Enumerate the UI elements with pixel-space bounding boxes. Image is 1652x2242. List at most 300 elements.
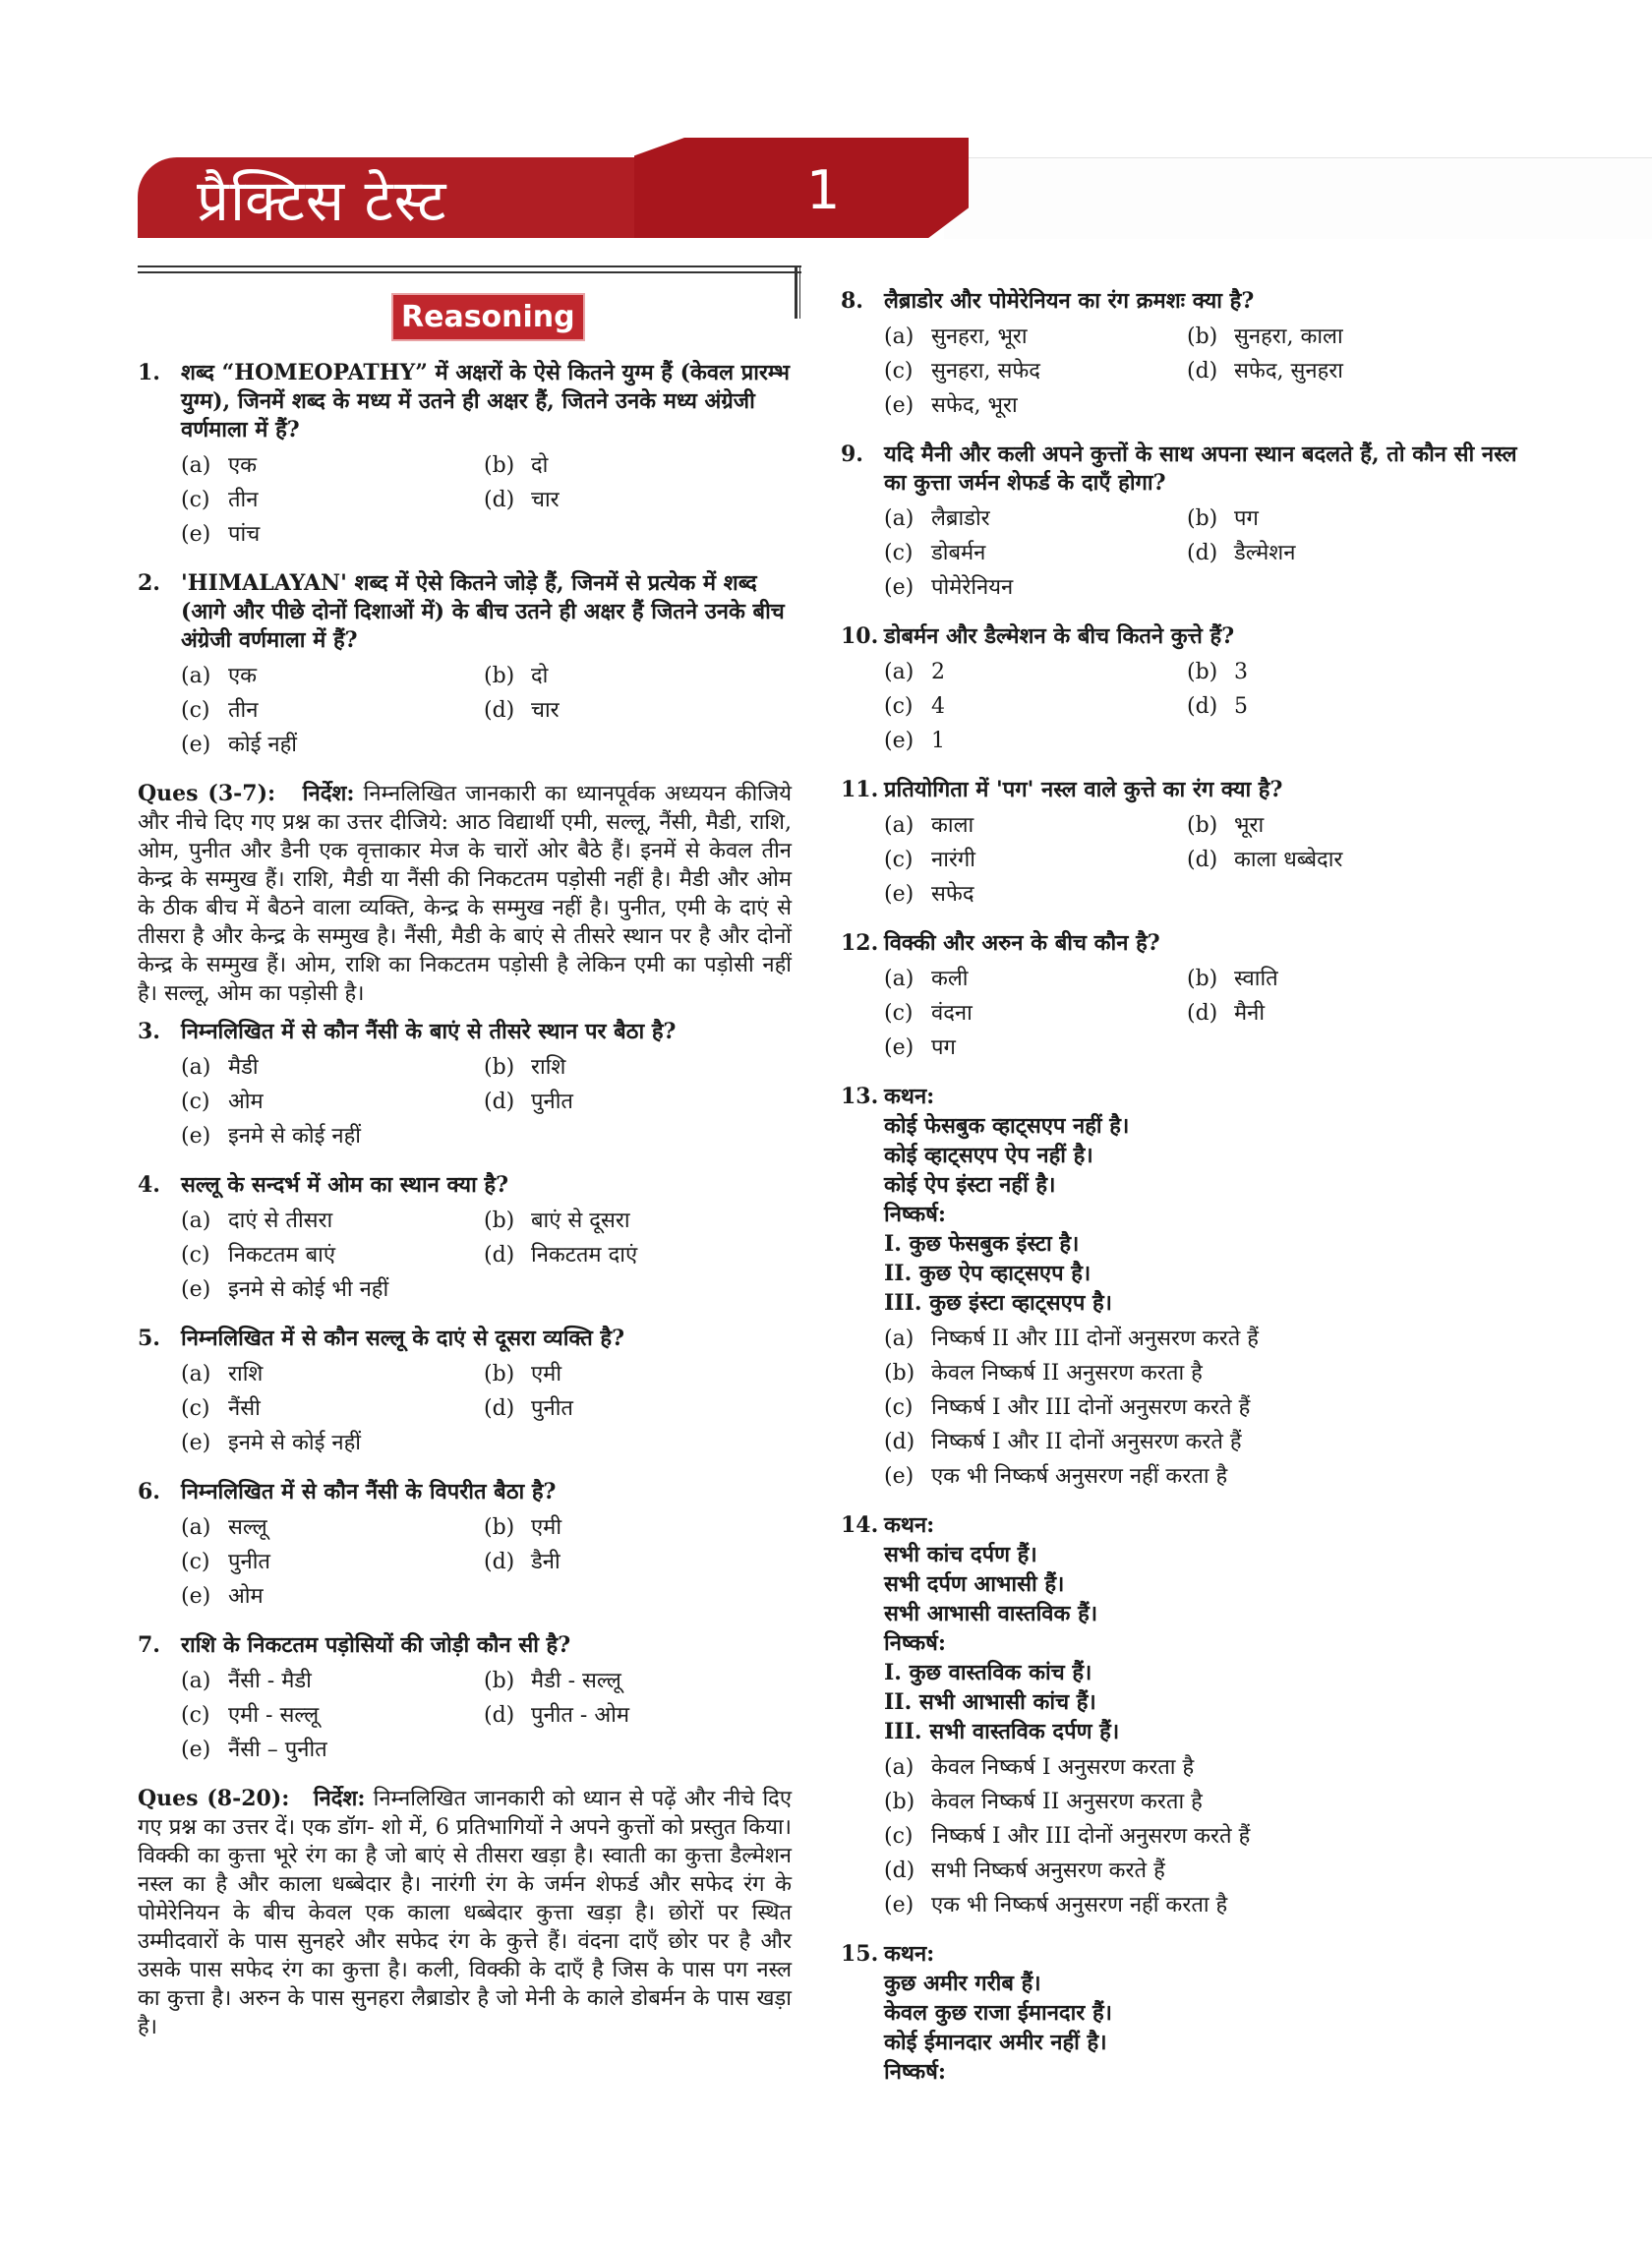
- option-text: बाएं से दूसरा: [531, 1209, 630, 1233]
- question: [138, 1018, 792, 1153]
- statement-heading: कथन:: [884, 1084, 935, 1109]
- option-letter: (d): [484, 1243, 515, 1268]
- option: [1187, 354, 1519, 388]
- option-text: वंदना: [931, 1001, 973, 1026]
- option-letter: (b): [484, 664, 515, 688]
- syllogism-question: [841, 1511, 1519, 1922]
- question-text: शब्द “HOMEOPATHY” में अक्षरों के ऐसे कितने युग्म हैं (केवल प्रारम्भ युग्म), जिनमें शब्द के मध्य में उतने ही अक्षर हैं, जितने उनके मध्य अंग्रेजी वर्णमाला में हैं?: [181, 360, 791, 442]
- question: [138, 1631, 792, 1767]
- option: [181, 1510, 484, 1545]
- option-letter: (c): [181, 1550, 210, 1574]
- conclusion-heading: निष्कर्ष:: [884, 1630, 946, 1656]
- question-stem: [138, 1478, 792, 1506]
- option-letter: (a): [884, 967, 914, 991]
- option: [181, 1545, 484, 1579]
- option-text: डैल्मेशन: [1234, 541, 1296, 565]
- options-list: [841, 655, 1519, 758]
- option-text: कली: [931, 967, 969, 991]
- option-letter: (c): [181, 1703, 210, 1728]
- question-text: प्रतियोगिता में 'पग' नस्ल वाले कुत्ते का रंग क्या है?: [884, 777, 1283, 802]
- directions-text: निम्नलिखित जानकारी का ध्यानपूर्वक अध्ययन कीजिये और नीचे दिए गए प्रश्न का उत्तर दीजिये: आठ विद्यार्थी एमी, सल्लू, नैंसी, मैडी, राशि, ओम, पुनीत और डैनी एक वृत्ताकार मेज के चारों ओर बैठे हैं। इनमें से केवल तीन केन्द्र के सम्मुख हैं। राशि, मैडी या नैंसी की निकटतम पड़ोसी नहीं है। मैडी और ओम के ठीक बीच में बैठने वाला व्यक्ति, केन्द्र के सम्मुख नहीं है। पुनीत, एमी के दाएं से तीसरा है और केन्द्र के सम्मुख है। नैंसी, मैडी के बाएं से तीसरे स्थान पर है और दोनों केन्द्र के सम्मुख हैं। ओम, राशि का निकटतम पड़ोसी है लेकिन एमी का पड़ोसी नहीं है। सल्लू, ओम का पड़ोसी है।: [138, 782, 793, 1006]
- conclusion-heading: निष्कर्ष:: [884, 1202, 946, 1227]
- question: [138, 1171, 792, 1307]
- question-stem: [841, 776, 1519, 804]
- option: [484, 1510, 792, 1545]
- option-letter: (c): [884, 359, 914, 384]
- statement: कोई फेसबुक व्हाट्सएप नहीं है।: [884, 1113, 1130, 1139]
- option-letter: (c): [181, 1090, 210, 1114]
- option-text: सफेद, भूरा: [931, 393, 1018, 418]
- option-letter: (b): [1187, 506, 1218, 531]
- directions-label: Ques (8-20):: [138, 1786, 290, 1811]
- option-text: निकटतम बाएं: [228, 1243, 336, 1268]
- option-text: 2: [931, 660, 945, 684]
- statement: कुछ अमीर गरीब हैं।: [884, 1971, 1041, 1996]
- option: [884, 502, 1187, 536]
- header-banner: [138, 138, 1524, 238]
- option-text: निष्कर्ष I और III दोनों अनुसरण करते हैं: [931, 1395, 1251, 1420]
- option-text: एक: [228, 664, 258, 688]
- question-text: 'HIMALAYAN' शब्द में ऐसे कितने जोड़े हैं, जिनमें से प्रत्येक में शब्द (आगे और पीछे दोनों दिशाओं में) के बीच उतने ही अक्षर हैं जितने उनके बीच अंग्रेजी वर्णमाला में हैं?: [181, 570, 785, 653]
- option-text: दो: [531, 453, 549, 478]
- option: [884, 1459, 1519, 1494]
- option-text: 1: [931, 729, 945, 753]
- option: [484, 1357, 792, 1391]
- option: [484, 483, 792, 517]
- option-letter: (e): [181, 1431, 211, 1455]
- option: [484, 1238, 792, 1272]
- option-letter: (b): [884, 1361, 915, 1386]
- option: [181, 728, 484, 762]
- question-number: 10.: [841, 623, 879, 649]
- option-text: पग: [931, 1035, 956, 1060]
- option-text: डैनी: [531, 1550, 560, 1574]
- question-number: 12.: [841, 930, 879, 956]
- option-letter: (d): [484, 488, 515, 512]
- option-text: पोमेरेनियन: [931, 575, 1014, 600]
- option: [1187, 996, 1519, 1031]
- question: [841, 441, 1519, 605]
- option: [884, 843, 1187, 877]
- option-letter: (e): [884, 882, 914, 907]
- option-text: इनमे से कोई नहीं: [228, 1431, 362, 1455]
- option-letter: (d): [1187, 848, 1218, 872]
- question: [138, 1325, 792, 1460]
- banner-number-bg: [634, 138, 969, 238]
- divider: [799, 267, 800, 319]
- question-text: राशि के निकटतम पड़ोसियों की जोड़ी कौन सी है?: [181, 1632, 571, 1658]
- option: [884, 1356, 1519, 1390]
- option-letter: (e): [181, 1277, 211, 1302]
- option-letter: (b): [484, 1362, 515, 1386]
- option-letter: (c): [181, 1396, 210, 1421]
- option-text: एमी: [531, 1362, 562, 1386]
- options-list: [841, 320, 1519, 423]
- option: [484, 1545, 792, 1579]
- question-text: सल्लू के सन्दर्भ में ओम का स्थान क्या है?: [181, 1172, 508, 1198]
- question-stem: [138, 569, 792, 655]
- question-number: 5.: [138, 1326, 160, 1351]
- option-text: एक भी निष्कर्ष अनुसरण नहीं करता है: [931, 1893, 1228, 1918]
- option: [181, 1579, 484, 1614]
- option-text: कोई नहीं: [228, 733, 297, 757]
- option: [484, 1391, 792, 1426]
- option: [884, 570, 1187, 605]
- option-text: निष्कर्ष I और III दोनों अनुसरण करते हैं: [931, 1824, 1251, 1849]
- option-text: राशि: [228, 1362, 264, 1386]
- option-text: एमी: [531, 1515, 562, 1540]
- directions-text: निम्नलिखित जानकारी को ध्यान से पढ़ें और नीचे दिए गए प्रश्न का उत्तर दें। एक डॉग- शो में, 6 प्रतिभागियों ने अपने कुत्तों को प्रस्तुत किया। विक्की का कुत्ता भूरे रंग का है जो बाएं से तीसरा खड़ा है। स्वाती का कुत्ता डैल्मेशन नस्ल का है और काला धब्बेदार है। नारंगी रंग के जर्मन शेफर्ड और सफेद रंग के पोमेरेनियन के बीच केवल एक काला धब्बेदार कुत्ता खड़ा है। छोरों पर स्थित उम्मीदवारों के पास सुनहरे और सफेद रंग के कुत्ते हैं। वंदना दाएँ छोर पर है और उसके पास सफेद रंग का कुत्ता है। कली, विक्की के दाएँ है जिस के पास पग नस्ल का कुत्ता है। अरुन के पास सुनहरा लैब्राडोर है जो मेनी के काले डोबर्मन के पास खड़ा है।: [138, 1787, 792, 2039]
- option-text: इनमे से कोई नहीं: [228, 1124, 362, 1149]
- option-text: डोबर्मन: [931, 541, 986, 565]
- option-text: काला धब्बेदार: [1234, 848, 1343, 872]
- question-number: 6.: [138, 1479, 160, 1504]
- options-list: [138, 1664, 792, 1767]
- option-letter: (c): [884, 694, 914, 719]
- option-text: ओम: [228, 1584, 264, 1609]
- directions-label: Ques (3-7):: [138, 781, 276, 806]
- syllogism-question: [841, 1940, 1519, 2087]
- option-text: राशि: [531, 1055, 566, 1080]
- option-text: निष्कर्ष II और III दोनों अनुसरण करते हैं: [931, 1327, 1259, 1351]
- question-stem: [138, 1018, 792, 1046]
- question-number: 7.: [138, 1632, 160, 1658]
- divider: [795, 267, 797, 319]
- option-letter: (e): [884, 729, 914, 753]
- question-number: 14.: [841, 1512, 879, 1538]
- option-text: पुनीत: [531, 1396, 573, 1421]
- option: [181, 1391, 484, 1426]
- option-letter: (a): [181, 1362, 211, 1386]
- option-text: निष्कर्ष I और II दोनों अनुसरण करते हैं: [931, 1430, 1242, 1454]
- question: [841, 622, 1519, 758]
- option-text: 4: [931, 694, 945, 719]
- question-number: 9.: [841, 442, 863, 467]
- option-text: सफेद, सुनहरा: [1234, 359, 1343, 384]
- statement: कोई ऐप इंस्टा नहीं है।: [884, 1172, 1056, 1198]
- statement-heading: कथन:: [884, 1941, 935, 1967]
- option-letter: (b): [484, 1515, 515, 1540]
- question-text: लैब्राडोर और पोमेरेनियन का रंग क्रमशः क्या है?: [884, 288, 1255, 314]
- left-column: [138, 293, 792, 2051]
- option: [884, 724, 1187, 758]
- option: [884, 808, 1187, 843]
- option-text: ओम: [228, 1090, 264, 1114]
- question-stem: [841, 622, 1519, 651]
- option: [884, 996, 1187, 1031]
- directions-8-20: [138, 1785, 792, 2041]
- question-text: निम्नलिखित में से कौन सल्लू के दाएं से दूसरा व्यक्ति है?: [181, 1326, 624, 1351]
- option-text: पांच: [228, 522, 261, 547]
- option-letter: (b): [484, 1669, 515, 1693]
- options-list: [138, 659, 792, 762]
- option-letter: (b): [1187, 967, 1218, 991]
- option-text: केवल निष्कर्ष II अनुसरण करता है: [931, 1361, 1203, 1386]
- option-letter: (a): [181, 1055, 211, 1080]
- option-text: 5: [1234, 694, 1248, 719]
- options-list: [138, 1510, 792, 1614]
- option-letter: (d): [484, 1703, 515, 1728]
- option-letter: (b): [484, 453, 515, 478]
- option-text: सभी निष्कर्ष अनुसरण करते हैं: [931, 1858, 1165, 1883]
- option: [484, 1204, 792, 1238]
- conclusion-heading: निष्कर्ष:: [884, 2059, 946, 2085]
- section-heading: Reasoning: [391, 293, 585, 341]
- option: [884, 388, 1187, 423]
- question-text: डोबर्मन और डैल्मेशन के बीच कितने कुत्ते हैं?: [884, 623, 1235, 649]
- syllogism-question: [841, 1083, 1519, 1494]
- directions-heading: निर्देश:: [313, 1786, 366, 1811]
- question-stem: [138, 1631, 792, 1660]
- question-stem: [138, 359, 792, 444]
- question-number: 13.: [841, 1084, 879, 1109]
- option-letter: (d): [484, 1396, 515, 1421]
- option-letter: (a): [181, 453, 211, 478]
- question-stem: [138, 1171, 792, 1200]
- option-text: भूरा: [1234, 813, 1265, 838]
- option-text: सल्लू: [228, 1515, 267, 1540]
- question-number: 8.: [841, 288, 863, 314]
- banner-outline: [944, 157, 1652, 239]
- option: [1187, 843, 1519, 877]
- statement: सभी आभासी वास्तविक हैं।: [884, 1601, 1098, 1626]
- statement: कोई व्हाट्सएप ऐप नहीं है।: [884, 1143, 1093, 1168]
- option: [181, 1664, 484, 1698]
- option-text: केवल निष्कर्ष II अनुसरण करता है: [931, 1790, 1203, 1814]
- option: [884, 689, 1187, 724]
- option-text: एमी - सल्लू: [228, 1703, 320, 1728]
- option-text: तीन: [228, 488, 259, 512]
- question-stem: [841, 929, 1519, 958]
- option-text: काला: [931, 813, 974, 838]
- option-text: पुनीत: [228, 1550, 270, 1574]
- question-stem: [841, 1940, 1519, 1969]
- divider: [138, 266, 801, 267]
- option: [884, 877, 1187, 912]
- question-number: 2.: [138, 570, 160, 596]
- question: [841, 776, 1519, 912]
- option: [884, 1425, 1519, 1459]
- option-letter: (c): [884, 541, 914, 565]
- option-text: पग: [1234, 506, 1259, 531]
- option: [181, 1238, 484, 1272]
- page-title: प्रैक्टिस टेस्ट: [197, 167, 447, 234]
- option-letter: (c): [884, 1824, 914, 1849]
- conclusion: III. सभी वास्तविक दर्पण हैं।: [884, 1719, 1120, 1744]
- option-letter: (d): [484, 1090, 515, 1114]
- question: [138, 359, 792, 552]
- option-letter: (a): [181, 1515, 211, 1540]
- option-text: सुनहरा, काला: [1234, 324, 1343, 349]
- options-list: [138, 1050, 792, 1153]
- directions-3-7: [138, 780, 792, 1008]
- option: [181, 659, 484, 693]
- option-letter: (c): [884, 1001, 914, 1026]
- right-column: [841, 287, 1519, 2104]
- option-text: निकटतम दाएं: [531, 1243, 638, 1268]
- option-text: केवल निष्कर्ष I अनुसरण करता है: [931, 1755, 1195, 1780]
- option: [884, 354, 1187, 388]
- option: [181, 1733, 484, 1767]
- options-list: [841, 1750, 1519, 1922]
- option: [884, 1322, 1519, 1356]
- option-text: चार: [531, 488, 560, 512]
- option: [884, 536, 1187, 570]
- conclusion: III. कुछ इंस्टा व्हाट्सएप है।: [884, 1290, 1113, 1316]
- option: [884, 1750, 1519, 1785]
- option: [181, 483, 484, 517]
- option-text: नारंगी: [931, 848, 975, 872]
- option: [884, 1031, 1187, 1065]
- statement: सभी कांच दर्पण हैं।: [884, 1542, 1037, 1567]
- option: [181, 1085, 484, 1119]
- option: [484, 693, 792, 728]
- conclusion: II. कुछ ऐप व्हाट्सएप है।: [884, 1261, 1092, 1286]
- option-text: एक भी निष्कर्ष अनुसरण नहीं करता है: [931, 1464, 1228, 1489]
- option-letter: (e): [181, 733, 211, 757]
- test-number: 1: [806, 159, 841, 221]
- option-letter: (d): [484, 698, 515, 723]
- option: [1187, 502, 1519, 536]
- option-letter: (e): [884, 575, 914, 600]
- option-letter: (a): [181, 1209, 211, 1233]
- option: [484, 1085, 792, 1119]
- option-text: मैडी - सल्लू: [531, 1669, 621, 1693]
- question: [841, 929, 1519, 1065]
- option: [1187, 320, 1519, 354]
- conclusion: I. कुछ फेसबुक इंस्टा है।: [884, 1231, 1080, 1257]
- option-letter: (a): [181, 1669, 211, 1693]
- option-letter: (b): [484, 1209, 515, 1233]
- option-text: पुनीत: [531, 1090, 573, 1114]
- option: [1187, 655, 1519, 689]
- option: [181, 517, 484, 552]
- option: [484, 659, 792, 693]
- option-letter: (c): [181, 698, 210, 723]
- option-letter: (b): [884, 1790, 915, 1814]
- option-letter: (b): [1187, 660, 1218, 684]
- option-text: चार: [531, 698, 560, 723]
- option-letter: (d): [1187, 1001, 1218, 1026]
- statement: कोई ईमानदार अमीर नहीं है।: [884, 2030, 1107, 2055]
- question-text: विक्की और अरुन के बीच कौन है?: [884, 930, 1160, 956]
- option-letter: (c): [181, 1243, 210, 1268]
- option-letter: (d): [1187, 359, 1218, 384]
- option-text: मैडी: [228, 1055, 259, 1080]
- question-number: 3.: [138, 1019, 160, 1044]
- option-letter: (d): [1187, 694, 1218, 719]
- option: [181, 1272, 484, 1307]
- statement: सभी दर्पण आभासी हैं।: [884, 1571, 1065, 1597]
- option: [884, 655, 1187, 689]
- option-letter: (a): [884, 1755, 914, 1780]
- option-letter: (a): [884, 660, 914, 684]
- option-letter: (b): [1187, 813, 1218, 838]
- option-letter: (c): [884, 1395, 914, 1420]
- option-text: इनमे से कोई भी नहीं: [228, 1277, 389, 1302]
- option: [1187, 962, 1519, 996]
- option: [181, 693, 484, 728]
- option-text: दाएं से तीसरा: [228, 1209, 333, 1233]
- question: [841, 287, 1519, 423]
- question-number: 1.: [138, 360, 160, 385]
- question-stem: [138, 1325, 792, 1353]
- option-letter: (c): [884, 848, 914, 872]
- option-letter: (e): [884, 393, 914, 418]
- options-list: [138, 448, 792, 552]
- option: [181, 1119, 484, 1153]
- option-text: 3: [1234, 660, 1248, 684]
- option-text: नैंसी – पुनीत: [228, 1738, 327, 1762]
- conclusion: II. सभी आभासी कांच हैं।: [884, 1689, 1096, 1715]
- divider: [138, 271, 801, 273]
- option: [484, 1664, 792, 1698]
- option: [884, 1888, 1519, 1922]
- option-letter: (c): [181, 488, 210, 512]
- option-letter: (d): [484, 1550, 515, 1574]
- option: [181, 1050, 484, 1085]
- question-number: 15.: [841, 1941, 879, 1967]
- option: [181, 1204, 484, 1238]
- option-letter: (a): [884, 324, 914, 349]
- option: [884, 1785, 1519, 1819]
- option-letter: (e): [181, 1584, 211, 1609]
- option-letter: (b): [1187, 324, 1218, 349]
- question-number: 4.: [138, 1172, 160, 1198]
- option-letter: (d): [1187, 541, 1218, 565]
- option-letter: (e): [181, 1738, 211, 1762]
- option-letter: (b): [484, 1055, 515, 1080]
- option-text: तीन: [228, 698, 259, 723]
- options-list: [841, 962, 1519, 1065]
- option: [484, 448, 792, 483]
- option-text: मैनी: [1234, 1001, 1266, 1026]
- directions-heading: निर्देश:: [302, 781, 355, 806]
- option: [884, 1854, 1519, 1888]
- option-text: सफेद: [931, 882, 974, 907]
- option: [1187, 689, 1519, 724]
- option-letter: (a): [181, 664, 211, 688]
- option-letter: (e): [181, 522, 211, 547]
- question-stem: [841, 441, 1519, 498]
- question-stem: [841, 1511, 1519, 1540]
- options-list: [841, 808, 1519, 912]
- options-list: [841, 502, 1519, 605]
- option: [181, 1426, 484, 1460]
- option-letter: (a): [884, 506, 914, 531]
- conclusion: I. कुछ वास्तविक कांच हैं।: [884, 1660, 1092, 1685]
- option-text: पुनीत - ओम: [531, 1703, 630, 1728]
- option: [1187, 536, 1519, 570]
- option-text: सुनहरा, भूरा: [931, 324, 1028, 349]
- statement: केवल कुछ राजा ईमानदार हैं।: [884, 2000, 1112, 2026]
- question-text: निम्नलिखित में से कौन नैंसी के विपरीत बैठा है?: [181, 1479, 557, 1504]
- option: [484, 1698, 792, 1733]
- option: [884, 1390, 1519, 1425]
- option: [181, 448, 484, 483]
- option-text: एक: [228, 453, 258, 478]
- options-list: [138, 1204, 792, 1307]
- option-letter: (d): [884, 1858, 915, 1883]
- question-stem: [841, 287, 1519, 316]
- option: [484, 1050, 792, 1085]
- option-letter: (e): [884, 1035, 914, 1060]
- question: [138, 1478, 792, 1614]
- option: [884, 320, 1187, 354]
- option: [884, 962, 1187, 996]
- question-number: 11.: [841, 777, 879, 802]
- question-text: निम्नलिखित में से कौन नैंसी के बाएं से तीसरे स्थान पर बैठा है?: [181, 1019, 677, 1044]
